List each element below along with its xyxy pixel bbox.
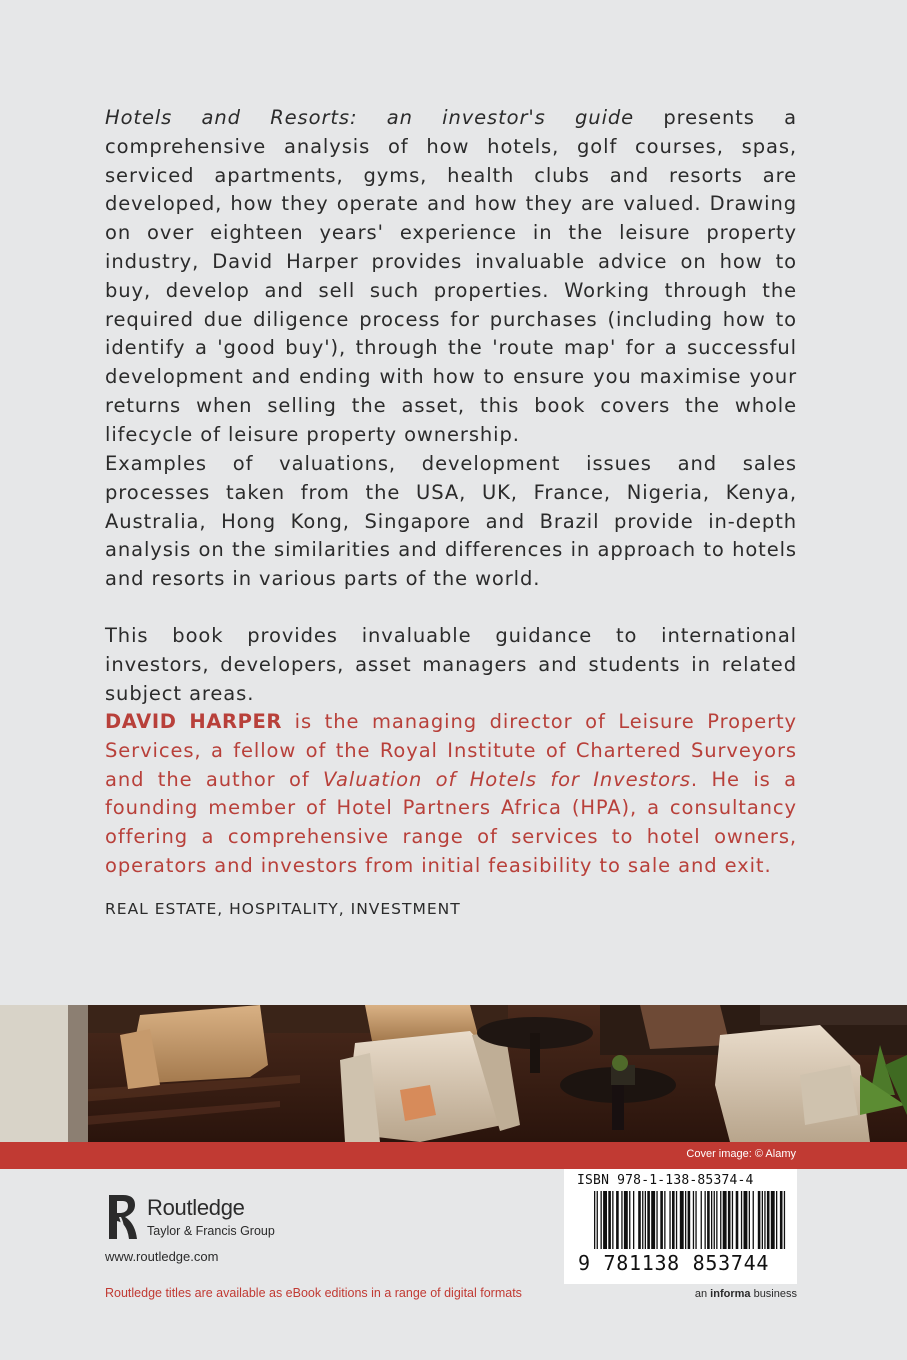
barcode-bar <box>744 1191 748 1249</box>
barcode-bar <box>685 1191 686 1249</box>
barcode-bar <box>660 1191 663 1249</box>
barcode-bar <box>676 1191 677 1249</box>
barcode-bar <box>711 1191 712 1249</box>
informa-suffix: business <box>750 1288 797 1300</box>
barcode-bar <box>629 1191 630 1249</box>
description-text-2: Examples of valuations, development issues and sales processes taken from the USA, UK, France, Nigeria, Kenya, Australia, Hong Kong, Singapore and Brazil provide in-depth analysis on the similarities and differences in approach to hotels and resorts in various parts of the world. <box>105 452 797 591</box>
barcode-bar <box>758 1191 761 1249</box>
barcode-bar <box>638 1191 641 1249</box>
barcode-bar <box>714 1191 715 1249</box>
barcode-bar <box>771 1191 775 1249</box>
description-paragraph-2 <box>105 450 797 594</box>
barcode-bar <box>753 1191 754 1249</box>
barcode-bar <box>767 1191 770 1249</box>
publisher-logo <box>105 1193 275 1245</box>
barcode-bar <box>680 1191 684 1249</box>
barcode-bar <box>664 1191 665 1249</box>
barcode-bar <box>705 1191 706 1249</box>
barcode-bar <box>597 1191 598 1249</box>
barcode-bar <box>764 1191 765 1249</box>
author-name: DAVID HARPER <box>105 710 283 733</box>
barcode-bar <box>612 1191 613 1249</box>
barcode-number: 9 781138 853744 <box>578 1251 770 1275</box>
barcode-bar <box>651 1191 655 1249</box>
description-text-3: This book provides invaluable guidance to international investors, developers, asset managers and students in related subject areas. <box>105 624 797 705</box>
barcode-bar <box>707 1191 710 1249</box>
barcode-bar <box>656 1191 657 1249</box>
barcode-bar <box>784 1191 785 1249</box>
barcode-bar <box>701 1191 702 1249</box>
barcode-bar <box>688 1191 691 1249</box>
barcode-bar <box>624 1191 628 1249</box>
informa-business-note <box>695 1288 797 1300</box>
barcode-bar <box>645 1191 646 1249</box>
publisher-name: Routledge <box>147 1195 245 1220</box>
cover-image-credit: Cover image: © Alamy <box>686 1148 796 1160</box>
barcode-icon <box>564 1191 797 1253</box>
barcode-box <box>564 1169 797 1284</box>
author-bio <box>105 708 797 881</box>
informa-prefix: an <box>694 1288 711 1300</box>
subject-categories: REAL ESTATE, HOSPITALITY, INVESTMENT <box>105 900 461 918</box>
publisher-website: www.routledge.com <box>105 1249 219 1264</box>
barcode-bar <box>594 1191 595 1249</box>
hotel-lounge-image <box>0 1005 907 1142</box>
barcode-bar <box>728 1191 731 1249</box>
barcode-bar <box>642 1191 643 1249</box>
barcode-bar <box>647 1191 650 1249</box>
author-other-book: Valuation of Hotels for Investors <box>323 767 691 791</box>
barcode-bar <box>693 1191 694 1249</box>
informa-brand: informa <box>710 1288 751 1300</box>
author-bio-text-b: . He is a founding member of Hotel Partners Africa (HPA), a consultancy offering a comprehensive range of services to hotel owners, operators and investors from initial feasibility to sale and exit. <box>105 767 797 877</box>
barcode-bar <box>601 1191 602 1249</box>
barcode-bar <box>672 1191 675 1249</box>
barcode-bar <box>723 1191 727 1249</box>
barcode-bar <box>780 1191 783 1249</box>
barcode-bar <box>633 1191 634 1249</box>
barcode-bar <box>736 1191 739 1249</box>
barcode-bar <box>669 1191 670 1249</box>
barcode-bar <box>716 1191 717 1249</box>
barcode-bar <box>720 1191 721 1249</box>
cover-photo <box>0 1005 907 1142</box>
isbn-label: ISBN 978-1-138-85374-4 <box>577 1173 754 1188</box>
ebook-availability-note: Routledge titles are available as eBook editions in a range of digital formats <box>105 1286 522 1300</box>
barcode-bar <box>776 1191 777 1249</box>
description-paragraph-1 <box>105 104 797 450</box>
barcode-bar <box>741 1191 742 1249</box>
barcode-bar <box>732 1191 733 1249</box>
barcode-bar <box>762 1191 763 1249</box>
author-bio-text-a: is the managing director of Leisure Property Services, a fellow of the Royal Institute of Chartered Surveyors and the author of <box>105 710 797 791</box>
description-paragraph-3 <box>105 622 797 708</box>
routledge-emblem-icon <box>105 1193 141 1241</box>
barcode-bar <box>749 1191 750 1249</box>
publisher-group: Taylor & Francis Group <box>147 1224 275 1238</box>
barcode-bar <box>603 1191 607 1249</box>
description-text-1: presents a comprehensive analysis of how hotels, golf courses, spas, serviced apartments, gyms, health clubs and resorts are developed, how they operate and how they are valued. Drawing on over eighteen years' experience in the leisure property industry, David Harper provides invaluable advice on how to buy, develop and sell such properties. Working through the required due diligence process for purchases (including how to identify a 'good buy'), through the 'route map' for a successful development and ending with how to ensure you maximise your returns when selling the asset, this book covers the whole lifecycle of leisure property ownership. <box>105 106 797 446</box>
barcode-bar <box>621 1191 622 1249</box>
barcode-bar <box>608 1191 611 1249</box>
barcode-bar <box>695 1191 696 1249</box>
barcode-bar <box>616 1191 619 1249</box>
book-title: Hotels and Resorts: an investor's guide <box>105 106 635 129</box>
